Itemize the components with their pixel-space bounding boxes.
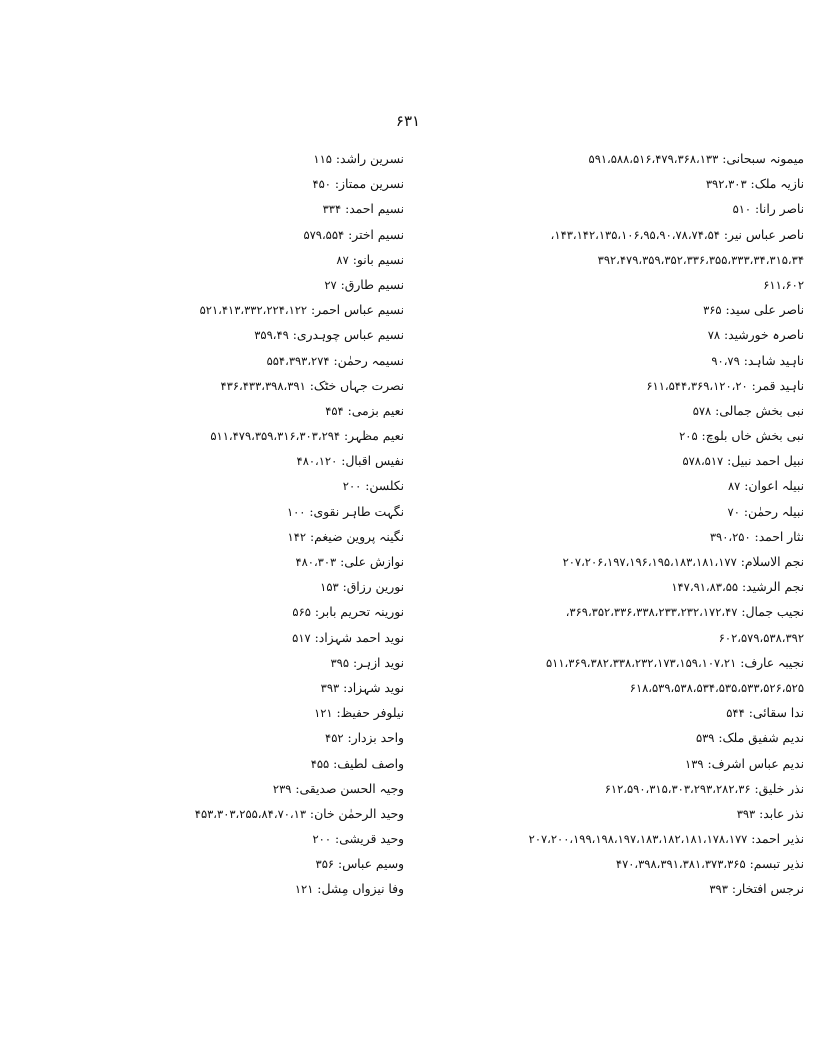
- entry-pages: ۵۱۰: [732, 202, 752, 217]
- entry-name: نسیمہ رحمٰن:: [333, 353, 404, 368]
- entry-pages: ۱۲۱: [314, 706, 333, 721]
- entry-pages: ۳۹۳: [320, 680, 340, 695]
- entry-name: واحد بزدار:: [347, 731, 404, 746]
- entry-name: نسیم طارق:: [340, 277, 404, 292]
- entry-name: نسرین راشد:: [335, 152, 404, 166]
- entry-name: ناصر رانا:: [755, 202, 804, 217]
- entry-name: ندیم عباس اشرف:: [707, 756, 804, 771]
- entry-pages: ۶۱۲،۵۹۰،۳۱۵،۳۰۳،۲۹۳،۲۸۲،۳۶: [604, 781, 751, 796]
- index-entry: [410, 575, 804, 600]
- index-entry: [410, 223, 804, 248]
- index-entry: [410, 248, 804, 273]
- index-entry: [410, 676, 804, 701]
- entry-pages: ۱۱۵: [313, 152, 332, 166]
- index-entry: [410, 651, 804, 676]
- index-entry: [200, 777, 404, 802]
- index-entry: [200, 273, 404, 298]
- entry-name: نگینہ پروین ضیغم:: [310, 529, 404, 544]
- entry-pages: ۳۳۴: [322, 202, 342, 217]
- index-entry: [410, 550, 804, 575]
- entry-pages: ۵۶۵: [292, 605, 311, 620]
- entry-pages: ۱۴۳،۱۴۲،۱۳۵،۱۰۶،۹۵،۹۰،۷۸،۷۴،۵۴،: [550, 227, 720, 242]
- entry-name: ناصر عباس نیر:: [723, 227, 804, 242]
- index-entry: [200, 172, 404, 197]
- index-entry: [200, 248, 404, 273]
- index-entry: [200, 827, 404, 852]
- entry-name: نسیم عباس چوہدری:: [292, 328, 404, 343]
- index-entry: [200, 374, 404, 399]
- index-entry: [410, 424, 804, 449]
- index-entry: [200, 752, 404, 777]
- entry-pages: ۳۹۵: [330, 655, 350, 670]
- entry-name: نگہت طاہر نقوی:: [309, 504, 404, 519]
- entry-pages: ۱۵۳: [320, 580, 339, 595]
- entry-name: نذیر تبسم:: [749, 857, 804, 872]
- entry-name: ندا سقائی:: [748, 706, 804, 721]
- entry-pages: ۵۳۹: [695, 731, 715, 746]
- entry-name: نبیلہ اعوان:: [744, 479, 804, 494]
- entry-name: نسیم بانو:: [352, 252, 404, 267]
- entry-name: نیلوفر حفیظ:: [336, 706, 404, 721]
- index-entry: [200, 525, 404, 550]
- entry-pages: ۴۸۰،۱۲۰: [296, 454, 338, 469]
- index-entry: [410, 852, 804, 877]
- index-entry: [410, 777, 804, 802]
- entry-pages: ۲۷: [324, 277, 337, 292]
- entry-name: ندیم شفیق ملک:: [718, 731, 804, 746]
- entry-pages: ۳۹۰،۲۵۰: [709, 529, 751, 544]
- entry-name: نکلسن:: [365, 479, 404, 494]
- entry-pages: ۴۷۰،۳۹۸،۳۹۱،۳۸۱،۳۷۳،۳۶۵: [615, 857, 746, 872]
- index-entry: [410, 726, 804, 751]
- entry-name: وحید قریشی:: [334, 832, 404, 847]
- entry-pages: ۳۹۲،۴۷۹،۳۵۹،۳۵۲،۳۳۶،۳۵۵،۳۳۳،۳۴،۳۱۵،۳۴: [597, 252, 804, 267]
- entry-pages: ۱۴۲: [287, 529, 307, 544]
- entry-name: نسیم اختر:: [348, 227, 404, 242]
- entry-name: نسرین ممتاز:: [334, 177, 404, 192]
- index-entry: [194, 802, 404, 827]
- entry-name: نصرت جہاں خٹک:: [309, 378, 404, 393]
- index-entry: [200, 600, 404, 625]
- entry-pages: ۴۸۰،۳۰۳: [295, 555, 337, 569]
- index-entry: [410, 827, 804, 852]
- index-entry: [410, 474, 804, 499]
- entry-name: نورین رزاق:: [342, 580, 404, 595]
- entry-name: نسیم احمد:: [345, 202, 404, 217]
- entry-pages: ۸۷: [336, 252, 349, 267]
- index-entry: [200, 726, 404, 751]
- index-entry: [200, 550, 404, 575]
- entry-pages: ۵۱۱،۳۶۹،۳۸۲،۳۳۸،۲۳۲،۱۷۳،۱۵۹،۱۰۷،۲۱: [545, 655, 737, 670]
- entry-name: نبی بخش جمالی:: [715, 403, 804, 418]
- entry-pages: ۲۰۵: [679, 429, 698, 444]
- index-entry: [410, 500, 804, 525]
- entry-name: نازیہ ملک:: [750, 177, 804, 192]
- index-entry: [200, 399, 404, 424]
- entry-pages: ۶۱۸،۵۳۹،۵۳۸،۵۳۴،۵۳۵،۵۳۳،۵۲۶،۵۲۵: [629, 680, 804, 695]
- entry-pages: ۵۵۴،۳۹۳،۲۷۴: [266, 353, 330, 368]
- entry-name: واصف لطیف:: [333, 756, 404, 771]
- entry-name: وجیہ الحسن صدیقی:: [295, 781, 404, 796]
- entry-name: نوید احمد شہزاد:: [314, 630, 404, 645]
- entry-pages: ۲۰۰: [342, 479, 362, 494]
- entry-pages: ۳۹۲،۳۰۳: [705, 177, 747, 192]
- entry-pages: ۵۷۸،۵۱۷: [682, 454, 724, 469]
- entry-name: میمونہ سبحانی:: [722, 152, 804, 166]
- entry-name: نبیل احمد نبیل:: [727, 454, 804, 469]
- entry-name: نثار احمد:: [754, 529, 804, 544]
- entry-name: نرجس افتخار:: [731, 882, 804, 897]
- entry-name: ناصرہ خورشید:: [723, 328, 804, 343]
- entry-pages: ۴۵۵: [310, 756, 330, 771]
- entry-pages: ۳۵۹،۴۹: [254, 328, 289, 343]
- index-entry: [200, 223, 404, 248]
- index-entry: [200, 852, 404, 877]
- entry-name: نوازش علی:: [340, 555, 404, 569]
- entry-pages: ۳۹۳: [736, 806, 756, 821]
- entry-pages: ۶۰۲،۵۷۹،۵۳۸،۳۹۲: [718, 630, 804, 645]
- entry-name: نجیب جمال:: [741, 605, 804, 620]
- index-entry: [200, 424, 404, 449]
- entry-name: نعیم مظہر:: [344, 429, 404, 444]
- index-entry: [200, 500, 404, 525]
- index-entry: [410, 172, 804, 197]
- entry-pages: ۲۰۰: [312, 832, 332, 847]
- entry-pages: ۳۵۶: [315, 857, 335, 872]
- entry-name: وسیم عباس:: [338, 857, 404, 872]
- entry-pages: ۵۷۸: [692, 403, 712, 418]
- index-entry: [410, 600, 804, 625]
- index-entry: [200, 676, 404, 701]
- entry-name: نجم الاسلام:: [740, 555, 804, 569]
- entry-name: نعیم بزمی:: [347, 403, 404, 418]
- index-column-right: [410, 147, 804, 903]
- index-entry: [200, 349, 404, 374]
- index-entry: [200, 197, 404, 222]
- index-entry: [410, 701, 804, 726]
- entry-pages: ۳۶۹،۳۵۲،۳۳۶،۳۳۸،۲۳۳،۲۳۲،۱۷۲،۴۷،: [565, 605, 738, 620]
- index-entry: [410, 349, 804, 374]
- index-entry: [410, 273, 804, 298]
- entry-name: وفا نیزواں مِشل:: [317, 882, 404, 897]
- index-entry: [410, 147, 804, 172]
- entry-name: ناصر علی سید:: [725, 303, 804, 318]
- entry-name: نفیس اقبال:: [341, 454, 404, 469]
- entry-name: نبی بخش خاں بلوچ:: [701, 429, 804, 444]
- entry-pages: ۴۵۳،۳۰۳،۲۵۵،۸۴،۷۰،۱۳: [194, 806, 306, 821]
- entry-name: نذر خلیق:: [754, 781, 804, 796]
- entry-pages: ۵۱۷: [292, 630, 311, 645]
- entry-name: نسیم عباس احمر:: [311, 303, 404, 318]
- entry-name: نجیبہ عارف:: [740, 655, 804, 670]
- index-entry: [200, 877, 404, 902]
- entry-pages: ۲۰۷،۲۰۰،۱۹۹،۱۹۸،۱۹۷،۱۸۳،۱۸۲،۱۸۱،۱۷۸،۱۷۷: [528, 832, 748, 847]
- index-entry: [200, 147, 404, 172]
- entry-pages: ۵۴۴: [726, 706, 745, 721]
- index-entry: [200, 651, 404, 676]
- entry-pages: ۵۷۹،۵۵۴: [303, 227, 345, 242]
- entry-name: نبیلہ رحمٰن:: [743, 504, 804, 519]
- entry-pages: ۴۵۰: [312, 177, 331, 192]
- entry-name: نذیر احمد:: [751, 832, 804, 847]
- entry-pages: ۱۲۱: [294, 882, 314, 897]
- entry-pages: ۹۰،۷۹: [711, 353, 740, 368]
- index-entry: [410, 525, 804, 550]
- entry-pages: ۸۷: [727, 479, 741, 494]
- entry-name: نجم الرشید:: [741, 580, 804, 595]
- entry-name: نوید شہزاد:: [343, 680, 404, 695]
- index-column-left: [194, 147, 404, 903]
- index-entry: [200, 298, 404, 323]
- index-entry: [200, 323, 404, 348]
- index-entry: [200, 701, 404, 726]
- index-entry: [200, 575, 404, 600]
- entry-pages: ۱۴۷،۹۱،۸۳،۵۵: [671, 580, 739, 595]
- entry-pages: ۲۰۷،۲۰۶،۱۹۷،۱۹۶،۱۹۵،۱۸۳،۱۸۱،۱۷۷: [562, 555, 737, 569]
- entry-pages: ۴۵۴: [325, 403, 344, 418]
- entry-pages: ۶۱۱،۶۰۲: [763, 277, 804, 292]
- index-entry: [410, 399, 804, 424]
- entry-name: نوید ازہر:: [352, 655, 404, 670]
- entry-pages: ۱۰۰: [286, 504, 306, 519]
- index-entry: [410, 877, 804, 902]
- index-entry: [410, 802, 804, 827]
- index-entry: [410, 449, 804, 474]
- entry-pages: ۳۶۵: [703, 303, 722, 318]
- entry-pages: ۲۳۹: [272, 781, 292, 796]
- index-entry: [200, 449, 404, 474]
- index-entry: [410, 374, 804, 399]
- entry-pages: ۴۳۶،۴۳۳،۳۹۸،۳۹۱: [220, 378, 306, 393]
- index-entry: [410, 323, 804, 348]
- entry-name: ناہید شاہد:: [743, 353, 804, 368]
- entry-name: نورینہ تحریم بابر:: [314, 605, 404, 620]
- index-entry: [410, 298, 804, 323]
- entry-name: ناہید قمر:: [751, 378, 804, 393]
- entry-pages: ۵۲۱،۴۱۳،۳۳۲،۲۲۴،۱۲۲: [199, 303, 308, 318]
- entry-name: نذر عابد:: [759, 806, 804, 821]
- entry-pages: ۱۳۹: [685, 756, 704, 771]
- entry-pages: ۴۵۲: [325, 731, 344, 746]
- entry-pages: ۵۹۱،۵۸۸،۵۱۶،۴۷۹،۳۶۸،۱۳۳: [588, 152, 719, 166]
- entry-pages: ۷۸: [707, 328, 721, 343]
- index-entry: [410, 197, 804, 222]
- index-entry: [200, 626, 404, 651]
- entry-name: وحید الرحمٰن خان:: [309, 806, 404, 821]
- entry-pages: ۳۹۳: [709, 882, 728, 897]
- entry-pages: ۵۱۱،۴۷۹،۳۵۹،۳۱۶،۳۰۳،۲۹۴: [210, 429, 341, 444]
- index-entry: [410, 626, 804, 651]
- entry-pages: ۷۰: [727, 504, 740, 519]
- entry-pages: ۶۱۱،۵۴۴،۳۶۹،۱۲۰،۲۰: [646, 378, 748, 393]
- page-number: ۶۳۱: [395, 112, 421, 130]
- index-entry: [200, 474, 404, 499]
- index-entry: [410, 752, 804, 777]
